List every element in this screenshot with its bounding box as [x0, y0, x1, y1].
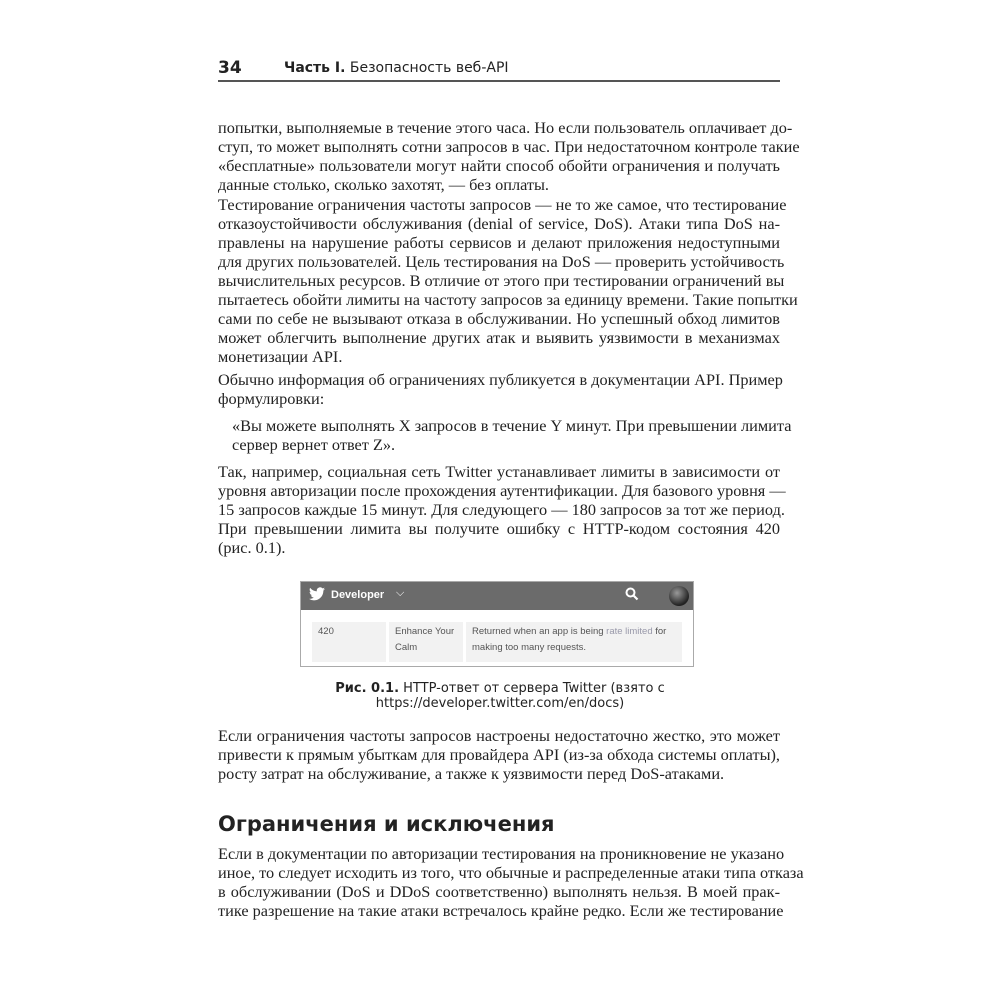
chevron-down-icon: ⌵: [396, 587, 405, 599]
text-line: иное, то следует исходить из того, что обычные и распределенные атаки типа отказа: [218, 863, 804, 882]
text-line: росту затрат на обслуживание, а также к уязвимости перед DoS-атаками.: [218, 764, 725, 783]
text-line: Если в документации по авторизации тестирования на проникновение не указано: [218, 844, 785, 863]
text-line: может облегчить выполнение других атак и выявить уязвимости в механизмах: [218, 328, 780, 347]
text-line: ступ, то может выполнять сотни запросов в час. При недостаточном контроле такие: [218, 137, 800, 156]
chapter-title: Безопасность веб-API: [349, 60, 509, 76]
search-icon: [625, 587, 639, 606]
text-line: сервер вернет ответ Z».: [232, 435, 396, 454]
text-line: отказоустойчивости обслуживания (denial of service, DoS). Атаки типа DoS на-: [218, 214, 780, 233]
text-line: попытки, выполняемые в течение этого часа. Но если пользователь оплачивает до-: [218, 118, 793, 137]
rate-limited-link: rate limited: [606, 626, 653, 637]
paragraph: [218, 118, 800, 194]
header-title: [284, 60, 509, 76]
section-heading: Ограничения и исключения: [218, 812, 555, 836]
developer-menu: Developer: [331, 589, 385, 601]
text-line: сами по себе не вызывают отказа в обслуживании. Но успешный обход лимитов: [218, 309, 780, 328]
status-code: 420: [312, 622, 386, 662]
caption-label: Рис. 0.1.: [335, 681, 400, 696]
figure-caption: [230, 681, 770, 711]
desc-text: Returned when an app is being: [472, 626, 607, 637]
text-line: 15 запросов каждые 15 минут. Для следующего — 180 запросов за тот же период.: [218, 500, 785, 519]
text-line: Если ограничения частоты запросов настроены недостаточно жестко, это может: [218, 726, 780, 745]
page-number: 34: [218, 58, 242, 78]
part-label: Часть I.: [284, 60, 346, 76]
text-line: «Вы можете выполнять X запросов в течение Y минут. При превышении лимита: [232, 416, 792, 435]
text-line: тике разрешение на такие атаки встречалось крайне редко. Если же тестирование: [218, 901, 784, 920]
paragraph: [218, 726, 780, 783]
text-line: привести к прямым убыткам для провайдера API (из-за обхода системы оплаты),: [218, 745, 780, 764]
paragraph: [218, 195, 798, 366]
status-description: [466, 622, 682, 662]
avatar: [669, 586, 689, 606]
text-line: уровня авторизации после прохождения аутентификации. Для базового уровня —: [218, 481, 786, 500]
text-line: вычислительных ресурсов. В отличие от этого при тестировании ограничений вы: [218, 271, 785, 290]
paragraph: [218, 370, 783, 408]
text-line: данные столько, сколько захотят, — без оплаты.: [218, 175, 549, 194]
figure-screenshot: [300, 581, 694, 667]
text-line: При превышении лимита вы получите ошибку с HTTP-кодом состояния 420: [218, 519, 780, 538]
desc-text: for making too many requests.: [472, 626, 667, 653]
text-line: правлены на нарушение работы сервисов и делают приложения недоступными: [218, 233, 780, 252]
text-line: пытаетесь обойти лимиты на частоту запросов за единицу времени. Такие попытки: [218, 290, 798, 309]
status-name: Enhance Your Calm: [389, 622, 463, 662]
text-line: Так, например, социальная сеть Twitter устанавливает лимиты в зависимости от: [218, 462, 780, 481]
twitter-topbar: [301, 582, 693, 610]
text-line: Обычно информация об ограничениях публикуется в документации API. Пример: [218, 370, 783, 389]
twitter-bird-icon: [309, 587, 325, 606]
text-line: формулировки:: [218, 389, 325, 408]
caption-text: HTTP-ответ от сервера Twitter (взято с https://developer.twitter.com/en/docs): [375, 681, 665, 711]
text-line: (рис. 0.1).: [218, 538, 286, 557]
text-line: для других пользователей. Цель тестирования на DoS — проверить устойчивость: [218, 252, 785, 271]
text-line: монетизации API.: [218, 347, 343, 366]
text-line: в обслуживании (DoS и DDoS соответственно) выполнять нельзя. В моей прак-: [218, 882, 780, 901]
running-header: [218, 56, 780, 82]
paragraph: [218, 844, 804, 920]
text-line: Тестирование ограничения частоты запросов — не то же самое, что тестирование: [218, 195, 787, 214]
paragraph: [218, 462, 786, 557]
table-row: [312, 622, 682, 662]
text-line: «бесплатные» пользователи могут найти способ обойти ограничения и получать: [218, 156, 780, 175]
block-quote: [232, 416, 792, 454]
